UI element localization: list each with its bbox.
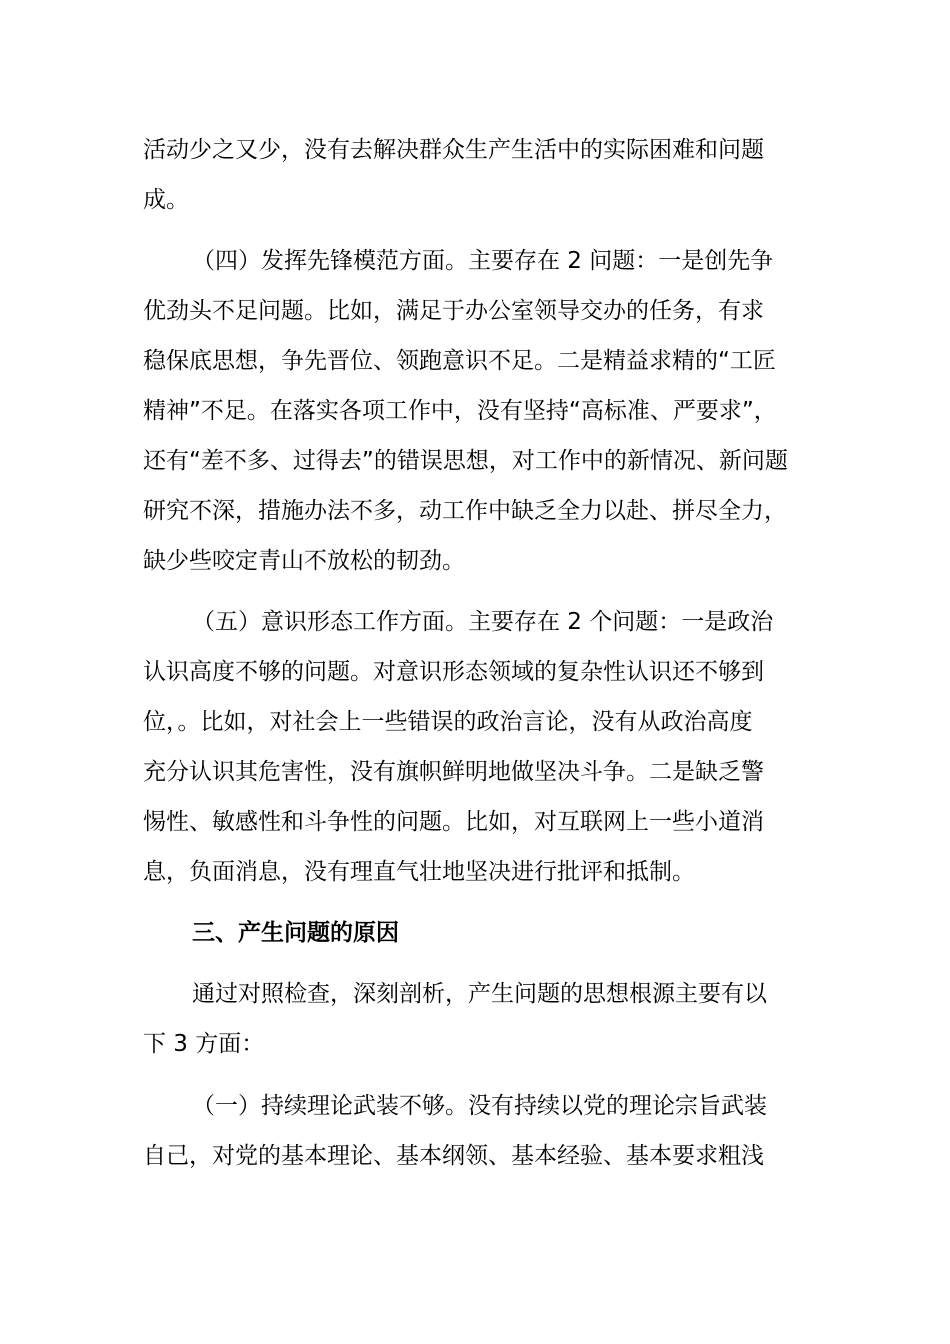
text-line: 稳保底思想，争先晋位、领跑意识不足。二是精益求精的“工匠	[143, 348, 776, 374]
paragraph-heading: （四）发挥先锋模范方面。主要存在 2 问题：一是创先争	[192, 248, 774, 274]
text-line: 缺少些咬定青山不放松的韧劲。	[143, 548, 465, 574]
text-line: 成。	[143, 187, 189, 213]
paragraph-heading: （五）意识形态工作方面。主要存在 2 个问题：一是政治	[192, 609, 774, 635]
text-line: 精神”不足。在落实各项工作中，没有坚持“高标准、严要求”，	[143, 398, 777, 424]
text-line: 充分认识其危害性，没有旗帜鲜明地做坚决斗争。二是缺乏警	[143, 759, 764, 785]
text-line: 自己，对党的基本理论、基本纲领、基本经验、基本要求粗浅	[143, 1143, 764, 1169]
text-line: 位，。比如，对社会上一些错误的政治言论，没有从政治高度	[143, 709, 753, 735]
paragraph-heading: （一）持续理论武装不够。没有持续以党的理论宗旨武装	[192, 1093, 767, 1119]
text-line: 通过对照检查，深刻剖析，产生问题的思想根源主要有以	[192, 981, 767, 1007]
text-line: 下 3 方面：	[143, 1031, 265, 1057]
text-line: 认识高度不够的问题。对意识形态领域的复杂性认识还不够到	[143, 659, 764, 685]
text-line: 惕性、敏感性和斗争性的问题。比如，对互联网上一些小道消	[143, 809, 764, 835]
text-line: 还有“差不多、过得去”的错误思想，对工作中的新情况、新问题	[143, 448, 788, 474]
section-heading: 三、产生问题的原因	[192, 920, 399, 946]
text-line: 息，负面消息，没有理直气壮地坚决进行批评和抵制。	[143, 859, 695, 885]
text-line: 研究不深，措施办法不多，动工作中缺乏全力以赴、拼尽全力，	[143, 498, 787, 524]
text-line: 优劲头不足问题。比如，满足于办公室领导交办的任务，有求	[143, 298, 764, 324]
text-line: 活动少之又少，没有去解决群众生产生活中的实际困难和问题	[143, 137, 764, 163]
